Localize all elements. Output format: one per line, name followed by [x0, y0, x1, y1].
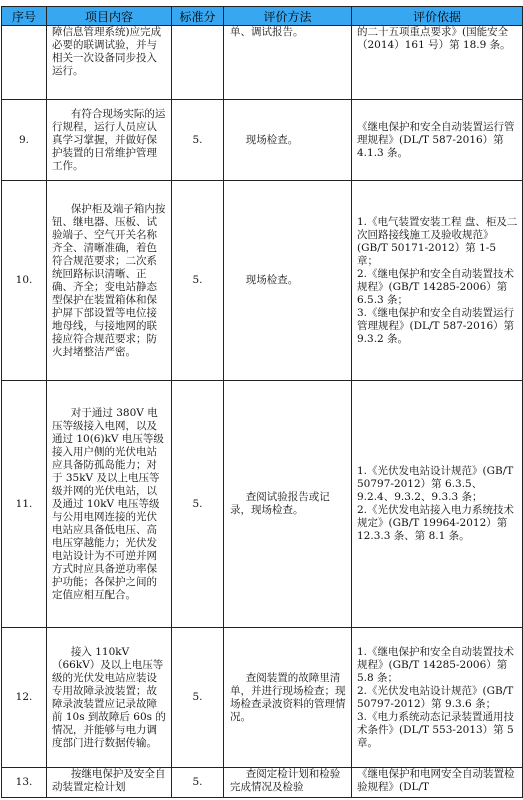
header-method: 评价方法: [224, 7, 352, 26]
row-content: [47, 381, 172, 628]
row-score: 5.: [172, 100, 224, 181]
row-method: [224, 628, 352, 768]
basis-ref: 2.《光伏发电站接入电力系统技术规定》(GB/T 19964-2012）第 12.3.3 条、第 8.1 条。: [357, 504, 515, 542]
table-row: [2, 381, 523, 628]
row-seq: 11.: [2, 381, 47, 628]
header-content: 项目内容: [47, 7, 172, 26]
method-text: 查阅试验报告或记录，现场检查。: [230, 491, 330, 516]
row-basis: [352, 628, 523, 768]
content-text: 有符合现场实际的运行规程，运行人员应认真学习掌握，并做好保护装置的日常维护管理工作。: [52, 107, 166, 172]
content-text: 接入 110kV（66kV）及以上电压等级的光伏发电站应装设专用故障录波装置；故障录波装置应记录故障前 10s 到故障后 60s 的情况，并能够与电力调度部门进行数据传输。: [52, 645, 166, 749]
row-seq: 13.: [2, 768, 47, 798]
row-method: [224, 768, 352, 798]
evaluation-table: [1, 6, 523, 798]
content-text: 对于通过 380V 电压等级接入电网，以及通过 10(6)kV 电压等级接入用户侧的光伏电站应具备防孤岛能力；对于 35kV 及以上电压等级并网的光伏电站，以及通过 10kV 电压等级与公用电网连接的光伏电站应具备低电压、高电压穿越能力；光伏发电站设计为不可逆并网方式时应具备逆功率保护功能；各保护之间的定值应相互配合。: [52, 406, 164, 601]
basis-ref: 1.《电气装置安装工程 盘、柜及二次回路接线施工及验收规范》(GB/T 50171-2012）第 1-5 章；: [357, 215, 518, 267]
row-basis: [352, 381, 523, 628]
row-content: [47, 768, 172, 798]
basis-ref: 的二十五项重点要求》(国能安全（2014）161 号）第 18.9 条。: [357, 26, 511, 51]
basis-ref: 1.《继电保护和安全自动装置技术规程》(GB/T 14285-2006）第 5.8 条；: [357, 645, 515, 684]
row-content: [47, 26, 172, 100]
content-text: 按继电保护及安全自动装置定检计划: [52, 768, 166, 793]
row-content: [47, 181, 172, 381]
table-row: [2, 181, 523, 381]
row-method: [224, 181, 352, 381]
basis-ref: 《继电保护和安全自动装置运行管理规程》(DL/T 587-2016）第 4.1.3 条。: [357, 120, 515, 159]
table-row: [2, 26, 523, 100]
row-basis: [352, 100, 523, 181]
row-method: [224, 26, 352, 100]
method-text: 现场检查。: [245, 274, 299, 286]
table-row: [2, 100, 523, 181]
row-basis: [352, 181, 523, 381]
table-row: [2, 628, 523, 768]
row-seq: 12.: [2, 628, 47, 768]
basis-ref: 1.《光伏发电站设计规范》(GB/T 50797-2012）第 6.3.5、9.2.4、9.3.2、9.3.3 条；: [357, 465, 514, 503]
header-seq: 序号: [2, 7, 47, 26]
header-basis: 评价依据: [352, 7, 523, 26]
content-text: 障信息管理系统)应完成必要的联调试验，并与相关一次设备同步投入运行。: [52, 26, 162, 77]
method-text: 单、调试报告。: [230, 26, 304, 38]
row-score: 5.: [172, 628, 224, 768]
row-score: 5.: [172, 768, 224, 798]
row-content: [47, 628, 172, 768]
row-seq: 10.: [2, 181, 47, 381]
row-content: [47, 100, 172, 181]
row-seq: [2, 26, 47, 100]
method-text: 现场检查。: [245, 133, 299, 146]
row-score: [172, 26, 224, 100]
row-score: 5.: [172, 381, 224, 628]
header-score: 标准分: [172, 7, 224, 26]
method-text: 查阅装置的故障里清单，并进行现场检查；现场检查录波资料的管理情况。: [230, 671, 346, 723]
header-row: [2, 7, 523, 26]
row-score: 5.: [172, 181, 224, 381]
basis-ref: 2.《继电保护和安全自动装置技术规程》(GB/T 14285-2006）第 6.5.3 条；: [357, 267, 515, 306]
basis-ref: 《继电保护和电网安全自动装置检验规程》(DL/T: [357, 768, 515, 793]
table-row: [2, 768, 523, 798]
basis-ref: 2.《光伏发电站设计规范》(GB/T 50797-2012）第 9.3.6 条；: [357, 684, 514, 710]
row-method: [224, 381, 352, 628]
row-seq: 9.: [2, 100, 47, 181]
row-basis: [352, 768, 523, 798]
content-text: 保护柜及端子箱内按钮、继电器、压板、试验端子、空气开关名称齐全、清晰准确，着色符合规范要求；二次系统回路标识清晰、正确、齐全；变电站静态型保护在装置箱体和保护屏下部设置等电位接地母线，与接地网的联接应符合规范要求；防火封堵整洁严密。: [52, 202, 166, 358]
method-text: 查阅定检计划和检验完成情况及检验: [230, 768, 341, 793]
basis-ref: 3.《电力系统动态记录装置通用技术条件》(DL/T 553-2013）第 5 章。: [357, 710, 515, 749]
row-basis: [352, 26, 523, 100]
row-method: [224, 100, 352, 181]
basis-ref: 3.《继电保护和安全自动装置运行管理规程》(DL/T 587-2016）第 9.3.2 条。: [357, 306, 515, 345]
